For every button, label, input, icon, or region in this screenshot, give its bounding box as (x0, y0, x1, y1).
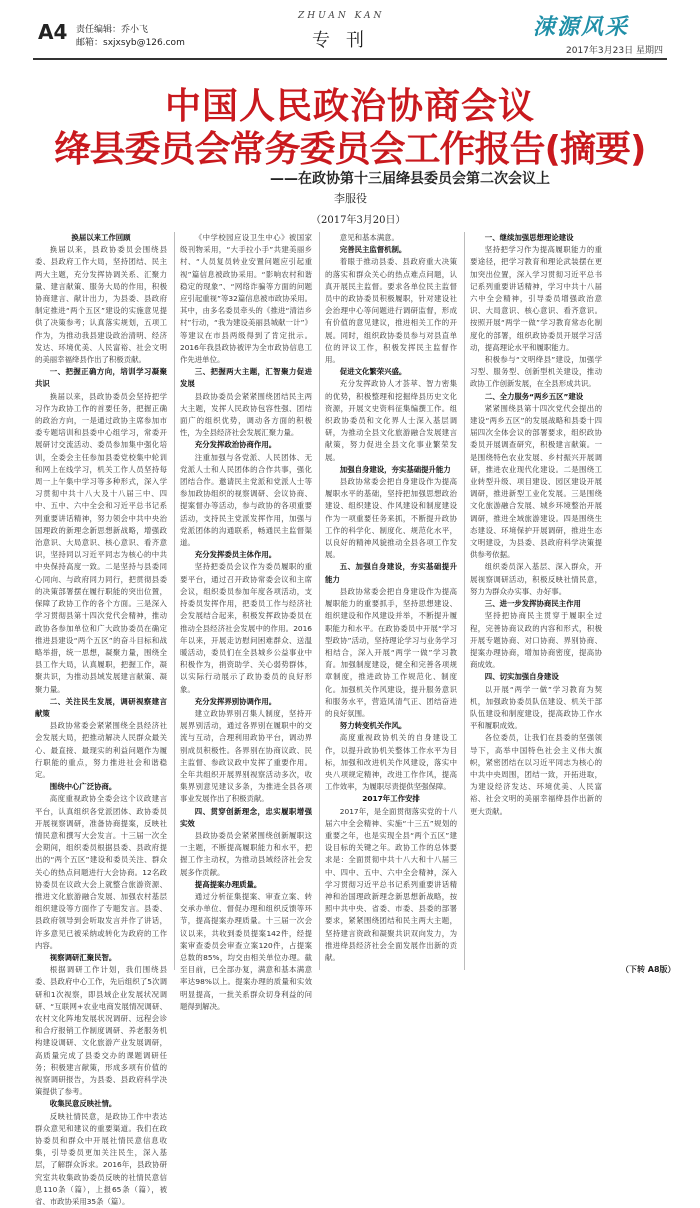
column-divider (319, 232, 320, 970)
header-rule (33, 58, 667, 60)
speech-date: （2017年3月20日） (311, 215, 406, 226)
paragraph: 各位委员，让我们在县委的坚强领导下，高举中国特色社会主义伟大旗帜，紧密团结在以习近平同志为核心的中共中央周围，团结一致，开拓进取，为建设经济发达、环境优美、人民富裕、社会文明的美丽幸福绛县作出新的更大贡献。 (470, 733, 602, 816)
editor-info (76, 24, 185, 50)
column-divider (464, 232, 465, 970)
section-heading: 换届以来工作回顾 (71, 233, 131, 242)
paragraph: 着眼于推动县委、县政府重大决策的落实和群众关心的热点难点问题，认真开展民主监督。要求各单位民主监督员中的政协委员积极履职，针对建设社会治理中心等问题进行调研监督，形成有价值的意见建议，推进相关工作的开展。同时，组织政协委员参与对县直单位的评议工作，积极发挥民主监督作用。 (325, 257, 457, 365)
subtitle: ——在政协第十三届绛县委员会第二次会议上 (270, 171, 550, 187)
paragraph: 《中学校园应设卫生中心》被国家级刊物采用，“大手拉小手”共建美丽乡村、“人员复员转业安置问题应引起重视”篇信息被政协采用。“影响农村和谐稳定的现象”、“网络诈骗等方面的问题应引起重视”等32篇信息被市政协采用。其中，由多名委员牵头的《推进“清洁乡村”行动，“我为建设美丽县城献一计”》等建议在市县两级得到了肯定批示。2016年我县政协被评为全市政协信息工作先进单位。 (180, 233, 312, 365)
subsection-heading: 五、加强自身建设，夯实基础提升能力 (325, 562, 457, 584)
issue-date: 2017年3月23日 星期四 (566, 46, 663, 56)
subsection-heading: 收集民意反映社情。 (49, 1099, 117, 1109)
paragraph: 县政协委员会紧紧围绕创新履职这一主题，不断提高履职能力和水平，把握工作主动权，为推动县域经济社会发展多作贡献。 (180, 830, 312, 877)
article-column-4 (470, 232, 602, 974)
subsection-heading: 三、把握两大主题，汇智聚力促进发展 (180, 367, 312, 389)
subsection-heading: 视察调研汇聚民智。 (49, 952, 117, 962)
paragraph: 意见和基本满意。 (339, 233, 399, 242)
paragraph: 以开展“两学一做”学习教育为契机，加强政协委员队伍建设、机关干部队伍建设和制度建设，提高政协工作水平和履职成效。 (470, 684, 602, 731)
paragraph: 紧紧围绕县第十四次党代会提出的建设“两乡五区”的发展战略和县委十四届四次全体会议的部署要求，组织政协委员开展调查研究，积极建言献策。一是围绕特色农业发展、乡村振兴开展调研，推进农业现代化建设。二是围绕工业转型升级、项目建设、园区建设开展调研，推进新型工业化发展。三是围绕文化旅游融合发展、城乡环境整治开展调研，推进全域旅游建设。四是围绕生态建设、环境保护开展调研，推进生态文明建设，为县委、县政府科学决策提供参考依据。 (470, 403, 602, 560)
subsection-heading: 围绕中心广泛协商。 (49, 782, 117, 792)
subsection-heading: 完善民主监督机制。 (339, 245, 407, 255)
newspaper-masthead: 涑源风采 (533, 14, 630, 40)
subsection-heading: 二、关注民生发展，调研视察建言献策 (35, 696, 167, 718)
section-heading: 2017年工作安排 (362, 794, 420, 804)
section-name-pinyin: ZHUAN KAN (298, 11, 385, 21)
paragraph: 高度重视政协机关的自身建设工作，以提升政协机关整体工作水平为目标，加强和改进机关作风建设，落实中央八项规定精神，改进工作作风，提高工作效率，为履职尽责提供坚强保障。 (325, 733, 457, 792)
paragraph: 县政协常委会把自身建设作为提高履职能力的重要抓手，坚持思想建设、组织建设和作风建设并举，不断提升履职能力和水平。在政协委员中开展“学习型政协”活动，坚持理论学习与业务学习相结合，深入开展“两学一做”学习教育。加强制度建设，健全和完善各项规章制度，推进政协工作规范化、制度化。加强机关作风建设，提升服务意识和服务水平，营造风清气正、团结奋进的良好氛围。 (325, 586, 457, 718)
subsection-heading: 充分发挥政治协商作用。 (194, 440, 277, 450)
subsection-heading: 充分发挥委员主体作用。 (194, 550, 277, 560)
subsection-heading: 提高提案办理质量。 (194, 879, 262, 889)
paragraph: 2017年，是全面贯彻落实党的十八届六中全会精神、实施“十三五”规划的重要之年，也是实现全县“两个五区”建设目标的关键之年。政协工作的总体要求是：全面贯彻中共十八大和十八届三中、四中、五中、六中全会精神，深入学习贯彻习近平总书记系列重要讲话精神和治国理政新理念新思想新战略，按照中共中央、省委、市委、县委的部署要求，紧紧围绕团结和民主两大主题，坚持建言资政和凝聚共识双向发力，为推进绛县经济社会全面发展作出新的贡献。 (325, 806, 457, 962)
paragraph: 组织委员深入基层、深入群众，开展视察调研活动，积极反映社情民意，努力为群众办实事、办好事。 (470, 562, 602, 596)
subsection-heading: 努力转变机关作风。 (339, 721, 407, 731)
subsection-heading: 加强自身建设，夯实基础提升能力 (339, 464, 451, 474)
paragraph: 坚持把委员会议作为委员履职的重要平台，通过召开政协常委会议和主席会议，组织委员参加年度各项活动，支持委员发挥作用，把委员工作与经济社会发展结合起来，积极发挥政协委员在推动全县经济社会发展中的作用。2016年以来，开展走访慰问困难群众、送温暖活动，委员们在全县城乡公益事业中积极作为，捐资助学、关心弱势群体，以实际行动展示了政协委员的良好形象。 (180, 562, 312, 694)
page-number: A4 (38, 20, 68, 44)
subsection-heading: 二、全力服务“两乡五区”建设 (484, 391, 584, 401)
headline-line-1: 中国人民政治协商会议 (164, 86, 535, 127)
page-header (0, 0, 700, 62)
paragraph: 县政协委员会紧紧围绕团结民主两大主题，发挥人民政协包容性强、团结面广的组织优势，调动各方面的积极性，为全县经济社会发展汇聚力量。 (180, 391, 312, 438)
subsection-heading: 四、切实加强自身建设 (484, 672, 559, 682)
headline-line-2: 绛县委员会常务委员会工作报告(摘要) (54, 129, 646, 170)
subsection-heading: 三、进一步发挥协商民主作用 (484, 599, 581, 609)
paragraph: 坚持把学习作为提高履职能力的重要途径，把学习教育和理论武装摆在更加突出位置，深入学习贯彻习近平总书记系列重要讲话精神，学习中共十八届六中全会精神，引导委员增强政治意识、大局意识、核心意识、看齐意识。按照开展“两学一做”学习教育常态化制度化的部署，组织政协委员开展学习活动，提高理论水平和履职能力。 (470, 245, 602, 352)
section-name: 专刊 (312, 30, 380, 51)
editor-email: 邮箱：sxjxsyb@126.com (76, 38, 185, 48)
article-column-3 (325, 232, 457, 974)
article-column-2 (180, 232, 312, 1011)
article-column-1 (35, 232, 167, 1207)
paragraph: 高度重视政协全委会这个议政建言平台，认真组织各党派团体、政协委员开展视察调研，准备协商提案，反映社情民意和撰写大会发言。十三届一次全会期间，组织委员根据县委、县政府提出的“两个五区”建设和委员关注、群众关心的热点问题进行大会协商。12名政协委员在议政大会上就整合旅游资源、推进文化旅游融合发展、加强农村基层组织建设等方面作了专题发言。县委、县政府领导到会听取发言并作了讲话，许多意见已被采纳或转化为政府的工作内容。 (35, 794, 167, 950)
continued-note: （下转 A8版） (621, 965, 676, 974)
paragraph: 根据调研工作计划，我们围绕县委、县政府中心工作，先后组织了5次调研和1次视察，即县域企业发展状况调研、“互联网+农业电商发展情况调研、农村文化阵地发展状况调研、远程会诊和合疗报销工作制度调研、养老服务机构建设调研、文化旅游产业发展调研，高质量完成了县委交办的课题调研任务；积极建言献策，形成多项有价值的视察调研报告，为县委、县政府科学决策提供了参考。 (35, 965, 167, 1097)
paragraph: 换届以来，县政协委员会围绕县委、县政府工作大局，坚持团结、民主两大主题，充分发挥协调关系、汇聚力量、建言献策、服务大局的作用，积极协商建言、献计出力，为县委、县政府制定推进“两个五区”建设的实施意见提供了决策参考；认真落实规划，五项工作为，为推动我县建设政治清明、经济发达、环境优美、人民富裕、社会文明的美丽幸福绛县作出了积极贡献。 (35, 245, 167, 365)
paragraph: 建立政协界别召集人制度，坚持开展界别活动，通过各界别在履职中的交流与互动，合理利用政协平台，调动界别成员积极性。各界别在协商议政、民主监督、参政议政中发挥了重要作用。全年共组织开展界别视察活动多次，收集界别意见建议多条，为推进全县各项事业发展作出了积极贡献。 (180, 708, 312, 804)
column-divider (174, 232, 175, 970)
paragraph: 充分发挥政协人才荟萃、智力密集的优势，积极整理和挖掘绛县历史文化资源，开展文史资料征集编撰工作。组织政协委员和文化界人士深入基层调研，为推动全县文化旅游融合发展建言献策，努力促进全县文化事业繁荣发展。 (325, 379, 457, 462)
paragraph: 换届以来，县政协委员会坚持把学习作为政协工作的首要任务，把握正确的政治方向，一是通过政协主席参加市委专题培训和县委中心组学习，常委开展研讨交流活动、委员参加集中强化培训，全委会主任参加县委党校集中轮训和网上在线学习，机关工作人员坚持每周一上午集中学习等多种形式，深入学习贯彻中共十八大及十八届三中、四中、五中、六中全会和习近平总书记系列重要讲话精神，努力领会中共中央治国理政的新理念新思想新战略，增强政治意识、大局意识、核心意识、看齐意识，坚持同以习近平同志为核心的中共中央保持高度一致。二是坚持与县委同心同向、与政府同力同行，把贯彻县委的决策部署摆在履行职能的突出位置，保障了政协工作的各个方面。三是深入学习贯彻县第十四次党代会精神，推动政协各参加单位和广大政协委员在确定推进县建设“两个五区”的奋斗目标和战略举措，统一思想，凝聚力量，围绕全县工作大局，认真履职，把握工作，凝聚共识，为推动县域发展建言献策、凝聚力量。 (35, 391, 167, 694)
subsection-heading: 四、贯穿创新理念，忠实履职增强实效 (180, 806, 312, 828)
paragraph: 坚持把协商民主贯穿于履职全过程，完善协商议政的内容和形式，积极开展专题协商、对口协商、界别协商、提案办理协商，增加协商密度，提高协商成效。 (470, 611, 602, 670)
paragraph: 积极参与“文明绛县”建设，加强学习型、服务型、创新型机关建设，推动政协工作创新发展，在全县形成共识。 (470, 355, 602, 389)
subsection-heading: 一、继续加强思想理论建设 (484, 233, 574, 242)
paragraph: 反映社情民意，是政协工作中表达群众意见和建议的重要渠道。我们在政协委员和群众中开展社情民意信息收集，引导委员更加关注民生，深入基层，了解群众诉求。2016年，县政协研究室共收集政协委员反映的社情民意信息110条（篇），上报65条（篇），被省、市政协采用35条（篇）。 (35, 1111, 167, 1207)
subsection-heading: 一、把握正确方向，培训学习凝聚共识 (35, 367, 167, 389)
paragraph: 县政协常委会紧紧围绕全县经济社会发展大局，把推动解决人民群众最关心、最直接、最现实的利益问题作为履行职能的重点，努力推进社会和谐稳定。 (35, 721, 167, 779)
paragraph: 注重加强与各党派、人民团体、无党派人士和人民团体的合作共事，强化团结合作。邀请民主党派和党派人士等参加政协组织的视察调研、会议协商、提案督办等活动，参与政协的各项重要活动，支持民主党派发挥作用，加强与党派团体的沟通联系，畅通民主监督渠道。 (180, 452, 312, 548)
paragraph: 通过分析征集提案、审查立案、转交承办单位、督促办理和组织反馈等环节，提高提案办理质量。十三届一次会议以来，共收到委员提案142件，经提案审查委员会审查立案120件，占提案总数的85%，均交由相关单位办理。截至目前，已全部办复，满意和基本满意率达98%以上。提案办理的质量和实效明显提高，一批关系群众切身利益的问题得到解决。 (180, 891, 312, 1011)
editor-name: 责任编辑：乔小飞 (76, 25, 149, 35)
paragraph: 县政协常委会把自身建设作为提高履职水平的基础，坚持把加强思想政治建设、组织建设、作风建设和制度建设作为一项重要任务来抓，不断提升政协工作的科学化、制度化、规范化水平，以良好的精神风貌推动全县各项工作发展。 (325, 477, 457, 560)
author: 李服役 (334, 192, 367, 205)
subsection-heading: 充分发挥界别协调作用。 (194, 696, 277, 706)
subsection-heading: 促进文化繁荣兴盛。 (339, 367, 407, 377)
